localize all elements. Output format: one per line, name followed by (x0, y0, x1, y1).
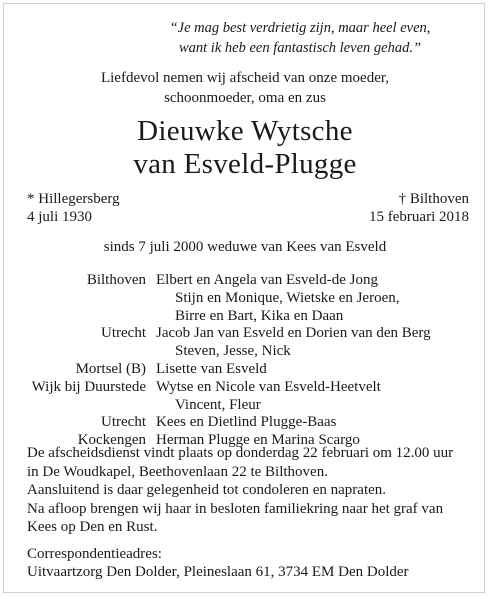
quote-line: want ik heb een fantastisch leven gehad.” (178, 40, 422, 56)
family-names: Elbert en Angela van Esveld-de Jong (156, 272, 379, 288)
family-names: Kees en Dietlind Plugge-Baas (156, 414, 337, 431)
intro-line: Liefdevol nemen wij afscheid van onze moeder, (100, 70, 390, 86)
family-place: Mortsel (B) (75, 360, 146, 377)
service-line: Kees op Den en Rust. (27, 519, 158, 535)
name-line-2: van Esveld-Plugge (133, 148, 357, 180)
name-line-1: Dieuwke Wytsche (137, 115, 353, 147)
family-row (0, 290, 490, 308)
death-date: 15 februari 2018 (369, 209, 469, 225)
family-row (0, 379, 490, 397)
service-line: De afscheidsdienst vindt plaats op donderdag 22 februari om 12.00 uur (27, 445, 454, 461)
family-row (0, 325, 490, 343)
family-names: Lisette van Esveld (156, 360, 267, 377)
intro-text (60, 68, 430, 108)
death-place: † Bilthoven (398, 191, 469, 207)
service-line: Na afloop brengen wij haar in besloten familiekring naar het graf van (27, 500, 444, 517)
family-row (0, 308, 490, 326)
correspondence-label: Correspondentieadres: (27, 546, 162, 562)
family-place (0, 308, 156, 326)
family-place (0, 343, 156, 361)
family-row (0, 414, 490, 432)
family-names: Jacob Jan van Esveld en Dorien van den Berg (156, 325, 431, 342)
correspondence (27, 545, 477, 581)
birth-place: * Hillegersberg (27, 191, 120, 207)
family-row (0, 397, 490, 415)
family-names: Vincent, Fleur (175, 396, 261, 413)
family-names: Birre en Bart, Kika en Daan (175, 307, 344, 324)
family-place: Utrecht (101, 414, 146, 431)
service-info (27, 444, 477, 537)
service-line: Aansluitend is daar gelegenheid tot condoleren en napraten. (27, 482, 387, 498)
intro-line: schoonmoeder, oma en zus (164, 90, 326, 106)
family-row (0, 272, 490, 290)
widow-line: sinds 7 juli 2000 weduwe van Kees van Esveld (103, 239, 387, 255)
service-line: in De Woudkapel, Beethovenlaan 22 te Bilthoven. (27, 463, 328, 480)
birth-info (27, 190, 120, 226)
family-place: Kockengen (77, 432, 146, 449)
death-info (369, 190, 469, 226)
deceased-name (20, 115, 470, 181)
quote-line: “Je mag best verdrietig zijn, maar heel even, (169, 20, 431, 36)
family-names: Herman Plugge en Marina Scargo (156, 432, 360, 449)
family-names: Steven, Jesse, Nick (175, 343, 291, 360)
quote (150, 18, 450, 58)
correspondence-address: Uitvaartzorg Den Dolder, Pleineslaan 61, 3734 EM Den Dolder (27, 564, 409, 580)
family-row (0, 361, 490, 379)
family-place (0, 290, 156, 308)
family-place: Utrecht (101, 325, 146, 342)
family-place (0, 397, 156, 415)
family-list (0, 272, 490, 450)
family-place: Wijk bij Duurstede (31, 378, 146, 395)
birth-date: 4 juli 1930 (27, 209, 93, 225)
family-names: Wytse en Nicole van Esveld-Heetvelt (156, 378, 381, 395)
family-place: Bilthoven (86, 272, 146, 288)
family-row (0, 343, 490, 361)
family-names: Stijn en Monique, Wietske en Jeroen, (175, 289, 400, 306)
